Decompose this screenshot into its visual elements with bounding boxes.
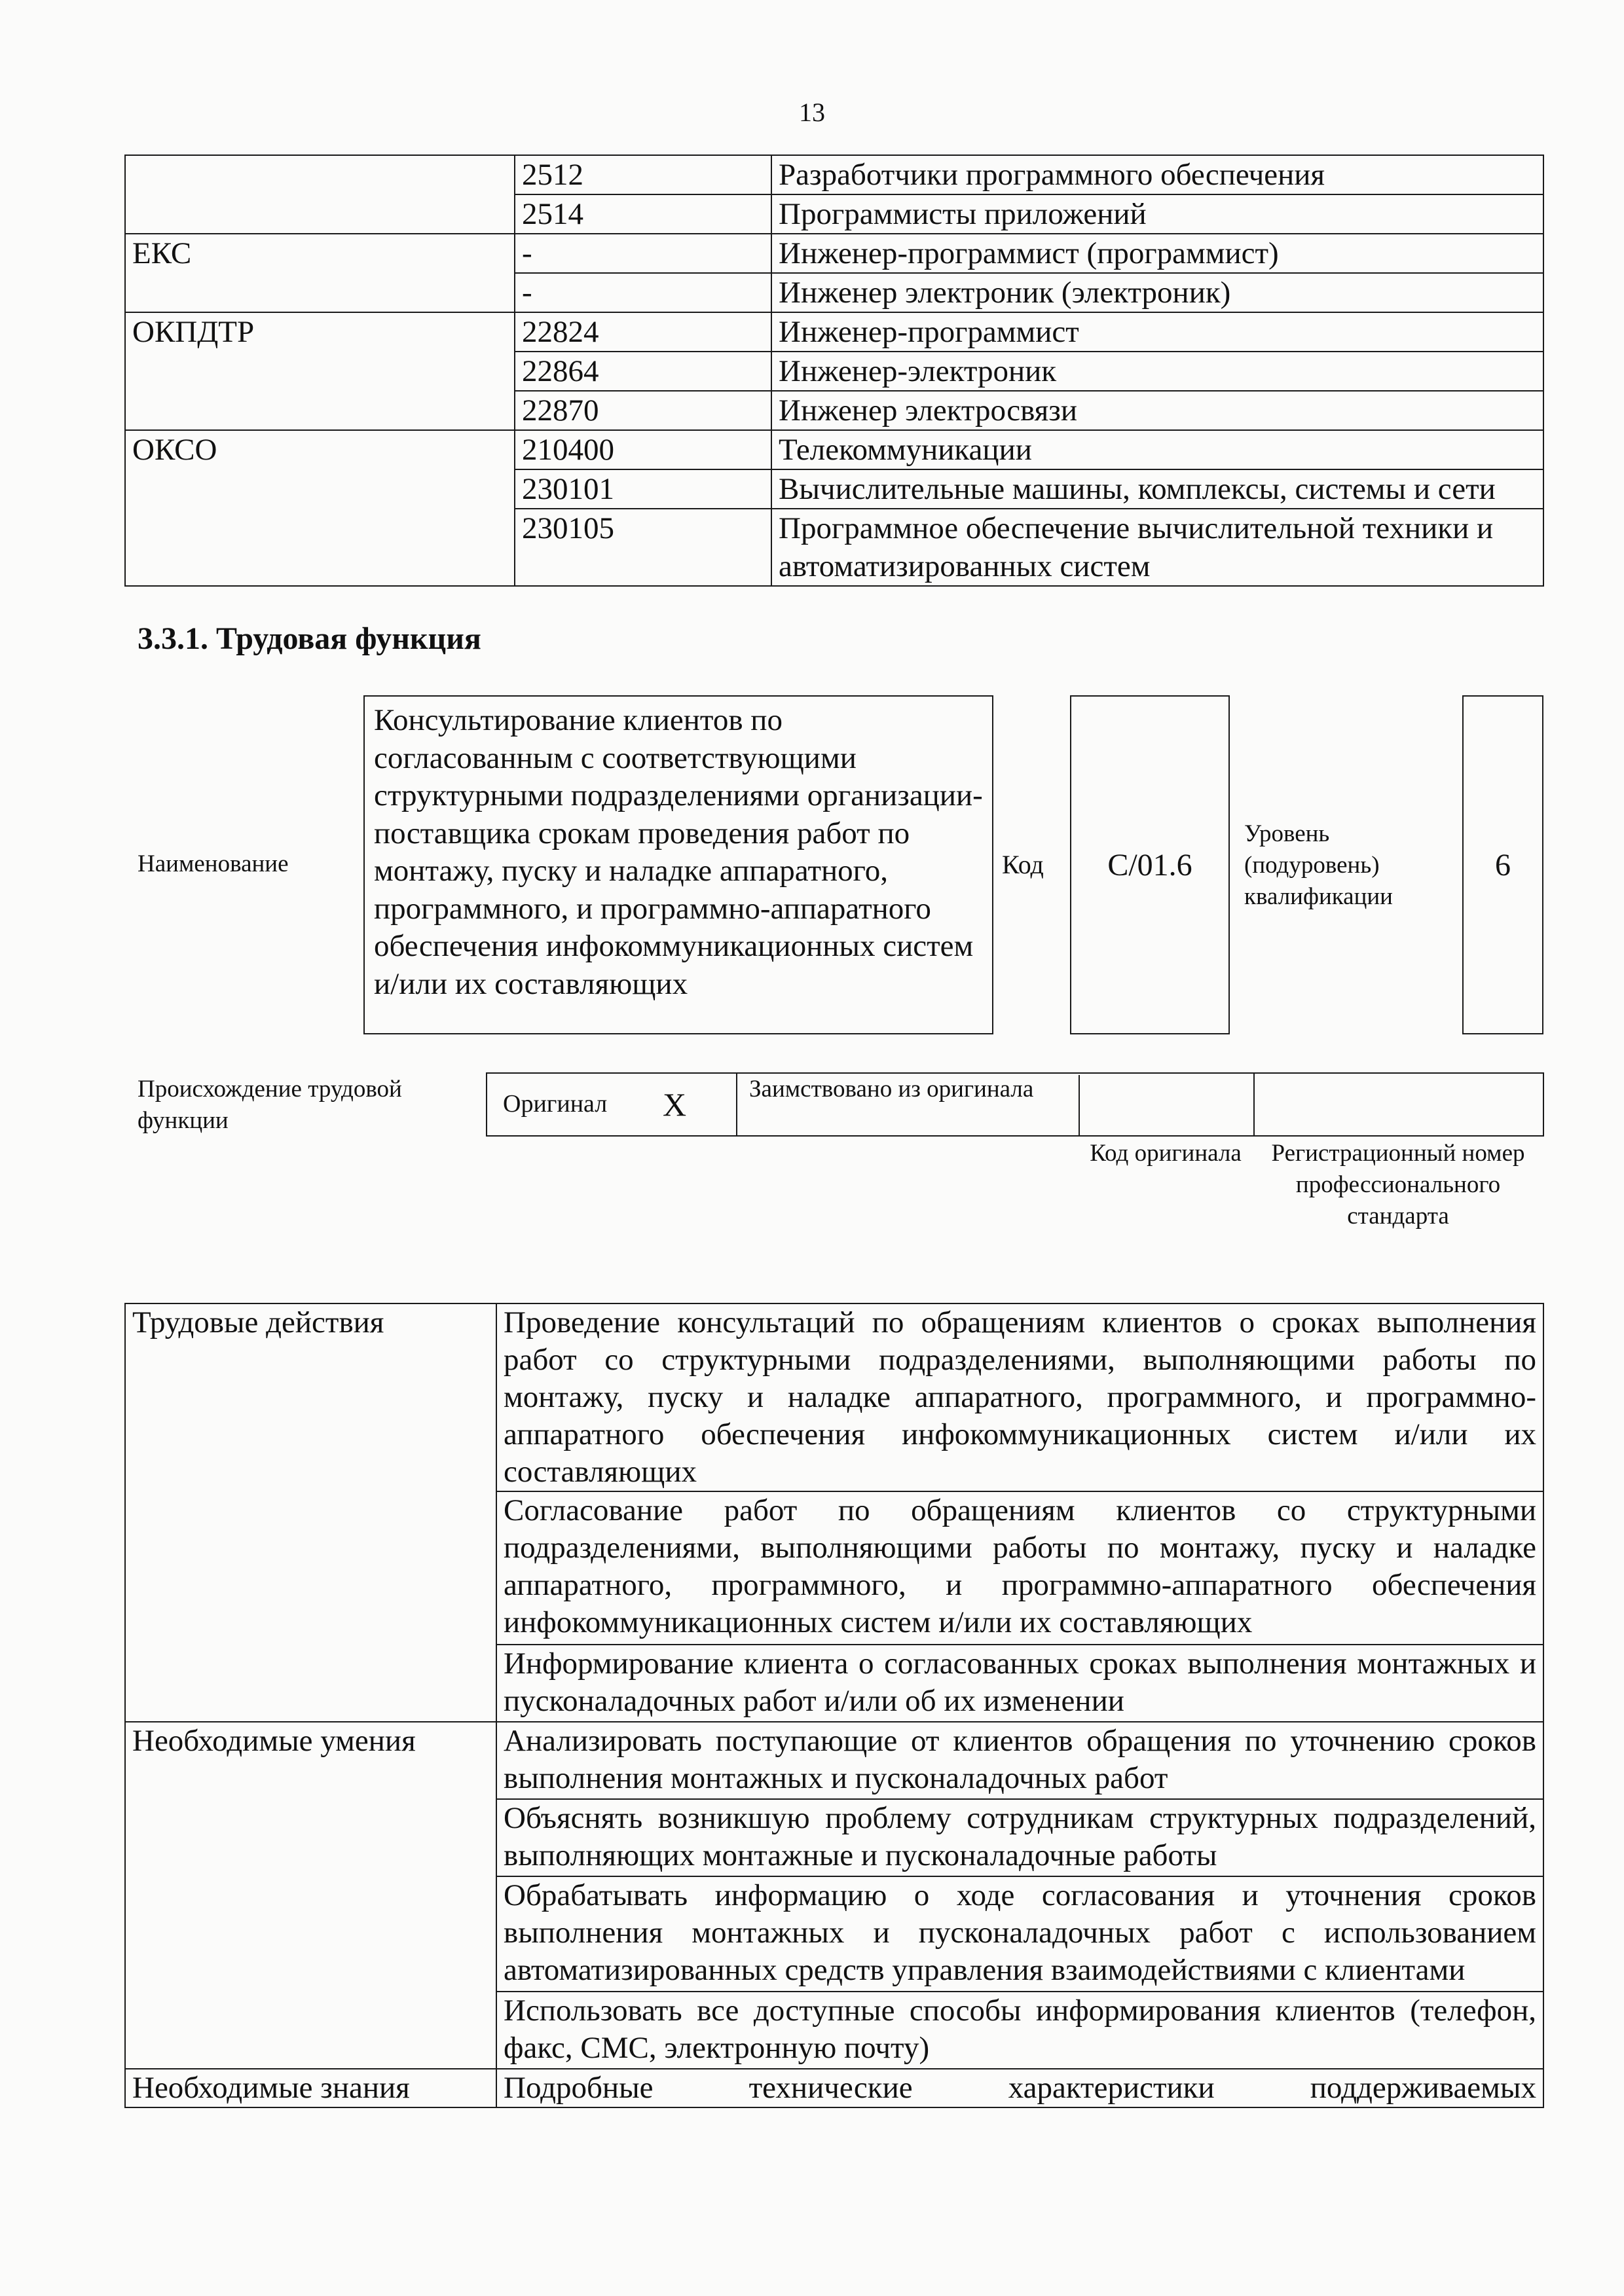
classifier-name-cell: Инженер-программист [771, 312, 1543, 352]
classifier-code-cell: 210400 [515, 430, 771, 469]
qualification-level-box: 6 [1462, 695, 1543, 1034]
original-code-cell [1080, 1074, 1255, 1135]
section-title-cell: Трудовые действия [125, 1303, 496, 1722]
classifier-name-cell: Инженер-программист (программист) [771, 234, 1543, 273]
code-label: Код [1002, 850, 1044, 879]
classifier-code-cell: 2512 [515, 155, 771, 194]
classifier-code-cell: - [515, 234, 771, 273]
section-title-cell: Необходимые знания [125, 2069, 496, 2107]
classifier-group-cell: ОКПДТР [125, 312, 515, 430]
classifier-name-cell: Телекоммуникации [771, 430, 1543, 469]
table-row [125, 2069, 1543, 2107]
classifier-code-cell: 230105 [515, 509, 771, 586]
original-cell [487, 1074, 737, 1135]
classifier-code-cell: 22824 [515, 312, 771, 352]
function-code-box: C/01.6 [1070, 695, 1230, 1034]
table-row [125, 1303, 1543, 1491]
classifier-name-cell: Инженер электросвязи [771, 391, 1543, 430]
function-name-box: Консультирование клиентов по согласованным с соответствующими структурными подразделениями организации-поставщика срокам проведения работ по монтажу, пуску и наладке аппаратного, программного, и программно-аппаратного обеспечения инфокоммуникационных систем и/или их составляющих [363, 695, 993, 1034]
classifier-name-cell: Вычислительные машины, комплексы, системы и сети [771, 469, 1543, 509]
section-title-cell: Необходимые умения [125, 1722, 496, 2069]
classifier-code-cell: 230101 [515, 469, 771, 509]
origin-row [486, 1072, 1544, 1137]
classifier-group-cell [125, 155, 515, 234]
detail-item-cell: Информирование клиента о согласованных сроках выполнения монтажных и пусконаладочных работ и/или об их изменении [496, 1645, 1543, 1722]
page-number: 13 [799, 98, 825, 127]
detail-item-cell: Проведение консультаций по обращениям клиентов о сроках выполнения работ со структурными подразделениями, выполняющими работы по монтажу, пуску и наладке аппаратного, программного, и программно-аппаратного обеспечения инфокоммуникационных систем и/или их составляющих [496, 1303, 1543, 1491]
detail-item-cell: Обрабатывать информацию о ходе согласования и уточнения сроков выполнения монтажных и пусконаладочных работ с использованием автоматизированных средств управления взаимодействиями с клиентами [496, 1876, 1543, 1992]
section-heading: 3.3.1. Трудовая функция [138, 621, 481, 656]
reg-number-caption: Регистрационный номер профессионального стандарта [1271, 1140, 1525, 1230]
classifier-code-cell: 22870 [515, 391, 771, 430]
table-row [125, 430, 1543, 469]
table-row [125, 234, 1543, 273]
original-mark: X [663, 1086, 687, 1123]
classifier-name-cell: Инженер электроник (электроник) [771, 273, 1543, 312]
classifier-name-cell: Разработчики программного обеспечения [771, 155, 1543, 194]
name-label: Наименование [138, 850, 289, 877]
classifier-code-cell: 22864 [515, 352, 771, 391]
classifier-group-cell: ОКСО [125, 430, 515, 586]
level-label: Уровень (подуровень) квалификации [1244, 820, 1393, 910]
details-table [124, 1303, 1544, 2108]
original-label: Оригинал [503, 1090, 608, 1118]
original-code-caption: Код оригинала [1090, 1140, 1242, 1167]
detail-item-cell: Согласование работ по обращениям клиентов со структурными подразделениями, выполняющими работы по монтажу, пуску и наладке аппаратного, программного, и программно-аппаратного обеспечения инфокоммуникационных систем и/или их составляющих [496, 1491, 1543, 1645]
detail-item-cell: Анализировать поступающие от клиентов обращения по уточнению сроков выполнения монтажных и пусконаладочных работ [496, 1722, 1543, 1799]
classifier-code-cell: 2514 [515, 194, 771, 234]
table-row [125, 1722, 1543, 1799]
classifiers-table [124, 155, 1544, 587]
detail-item-cell: Объяснять возникшую проблему сотрудникам структурных подразделений, выполняющих монтажные и пусконаладочные работы [496, 1799, 1543, 1876]
table-row [125, 312, 1543, 352]
table-row [125, 155, 1543, 194]
origin-label: Происхождение трудовой функции [138, 1076, 402, 1134]
borrowed-cell: Заимствовано из оригинала [736, 1075, 1080, 1137]
detail-item-cell: Подробные технические характеристики поддерживаемых [496, 2069, 1543, 2107]
classifier-group-cell: ЕКС [125, 234, 515, 312]
classifier-name-cell: Инженер-электроник [771, 352, 1543, 391]
classifier-code-cell: - [515, 273, 771, 312]
classifier-name-cell: Программисты приложений [771, 194, 1543, 234]
detail-item-cell: Использовать все доступные способы информирования клиентов (телефон, факс, СМС, электронную почту) [496, 1992, 1543, 2069]
classifier-name-cell: Программное обеспечение вычислительной техники и автоматизированных систем [771, 509, 1543, 586]
